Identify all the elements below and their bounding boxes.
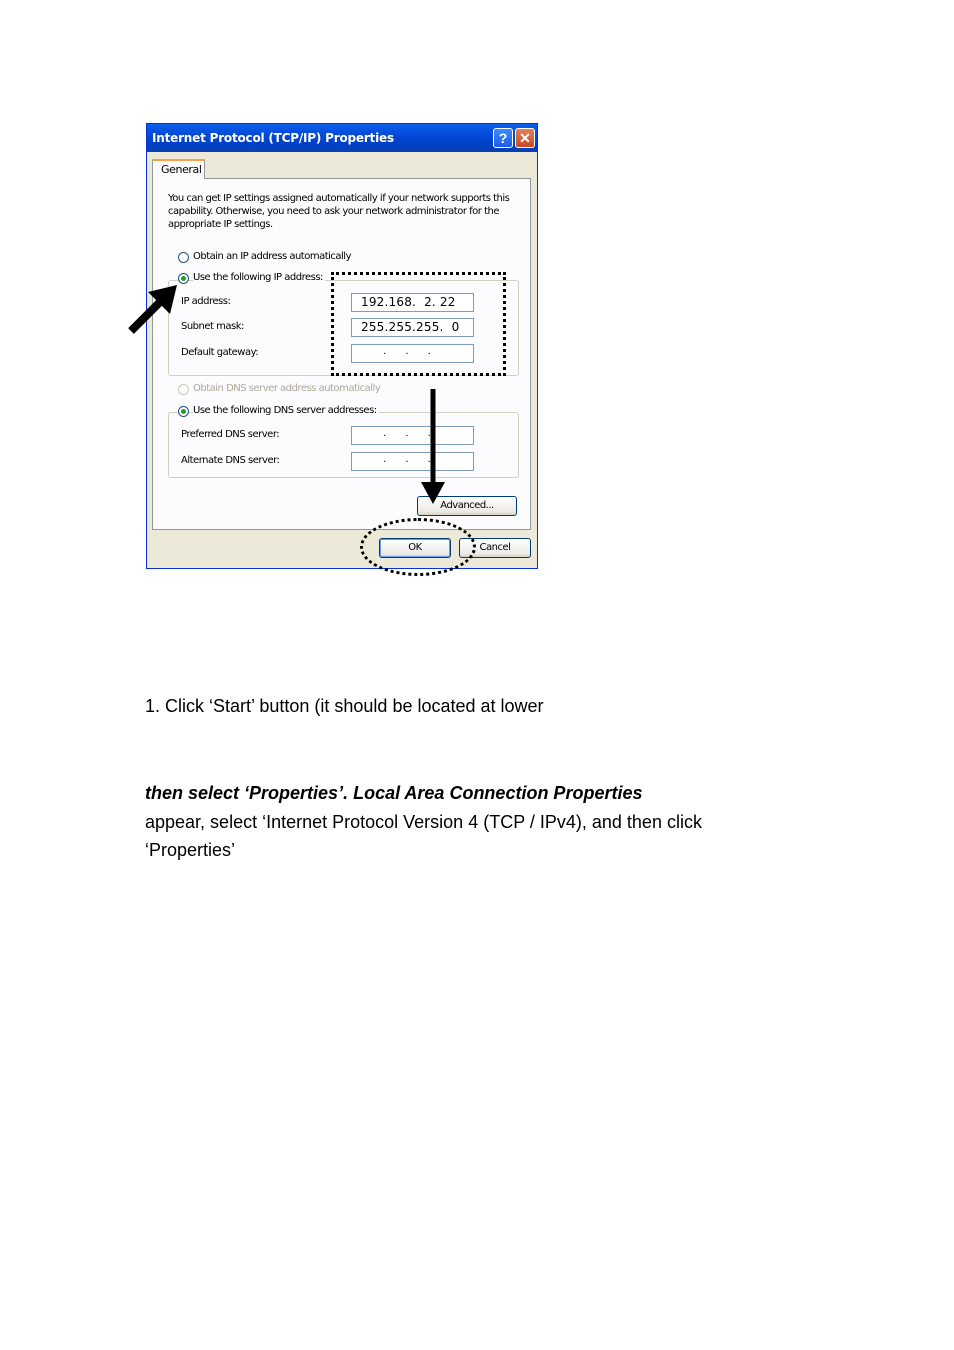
step-1-text: 1. Click ‘Start’ button (it should be located at lower: [145, 696, 544, 716]
use-ip-label: Use the following IP address:: [193, 272, 323, 283]
instruction-line-3: ‘Properties’: [145, 840, 236, 860]
obtain-dns-label: Obtain DNS server address automatically: [193, 383, 381, 394]
subnet-mask-label: Subnet mask:: [181, 321, 244, 332]
preferred-dns-label: Preferred DNS server:: [181, 429, 280, 440]
subnet-mask-field[interactable]: 255.255.255. 0: [351, 318, 474, 337]
alternate-dns-field[interactable]: . . .: [351, 452, 474, 471]
tab-general[interactable]: General: [152, 159, 205, 179]
default-gateway-label: Default gateway:: [181, 347, 259, 358]
help-icon[interactable]: ?: [493, 128, 513, 148]
down-arrow-icon: [421, 389, 445, 504]
diagonal-arrow-icon: [131, 285, 177, 331]
ip-address-field[interactable]: 192.168. 2. 22: [351, 293, 474, 312]
instruction-line-2: appear, select ‘Internet Protocol Version 4 (TCP / IPv4), and then click: [145, 812, 702, 832]
description-text: You can get IP settings assigned automatically if your network supports this capability. Otherwise, you need to ask your network administrator for the appropriate IP settings.: [168, 193, 510, 230]
bold-instruction-text: then select ‘Properties’. Local Area Connection Properties: [145, 783, 643, 803]
alternate-dns-label: Alternate DNS server:: [181, 455, 280, 466]
ip-address-label: IP address:: [181, 296, 231, 307]
ok-button[interactable]: OK: [379, 538, 451, 558]
preferred-dns-field[interactable]: . . .: [351, 426, 474, 445]
close-icon[interactable]: ✕: [515, 128, 535, 148]
default-gateway-field[interactable]: . . .: [351, 344, 474, 363]
obtain-ip-label: Obtain an IP address automatically: [193, 251, 352, 262]
advanced-button[interactable]: Advanced...: [417, 496, 517, 516]
dialog-title: Internet Protocol (TCP/IP) Properties: [152, 131, 394, 145]
use-dns-label: Use the following DNS server addresses:: [193, 405, 377, 416]
cancel-button[interactable]: Cancel: [459, 538, 531, 558]
